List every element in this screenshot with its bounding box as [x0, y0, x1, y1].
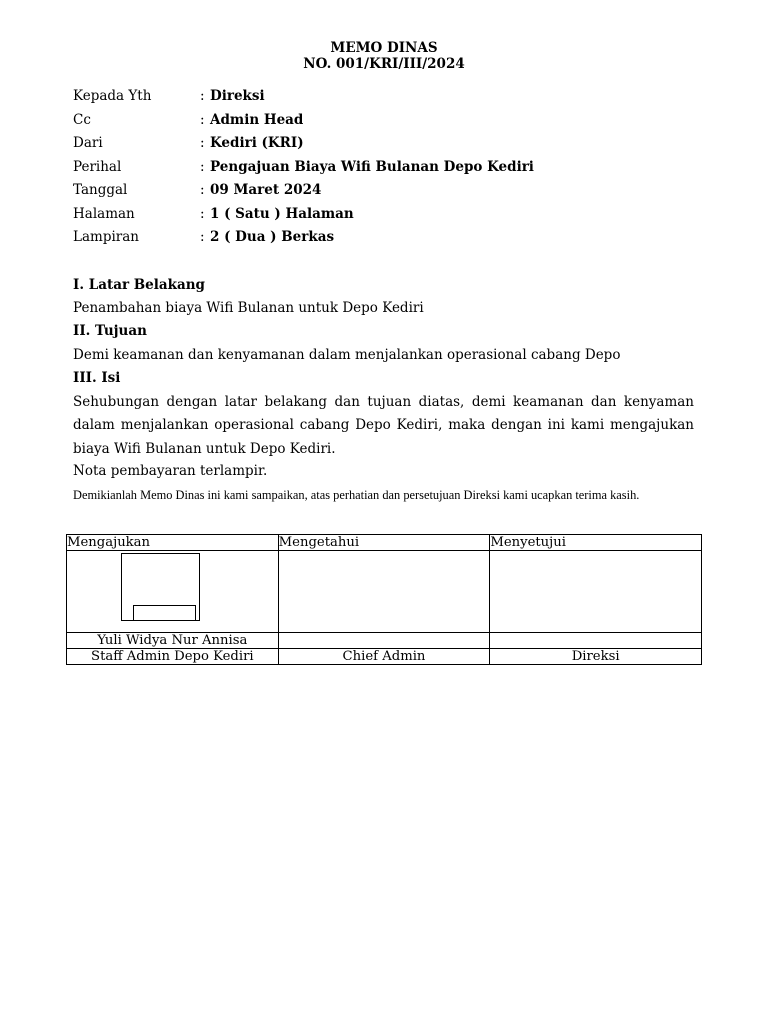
signature-role-row: [67, 649, 702, 665]
info-row-kepada: [73, 86, 713, 106]
signature-cell-mengetahui: [278, 551, 490, 633]
signature-cell-menyetujui: [490, 551, 702, 633]
info-colon: :: [200, 111, 205, 128]
info-value: Direksi: [210, 88, 265, 104]
info-row-cc: [73, 110, 713, 130]
memo-title: MEMO DINAS: [330, 40, 438, 56]
section-text-tujuan: Demi keamanan dan kenyamanan dalam menjalankan operasional cabang Depo: [73, 346, 621, 363]
section-text-isi: Sehubungan dengan latar belakang dan tujuan diatas, demi keamanan dan kenyaman dalam menjalankan operasional cabang Depo Kediri, maka dengan ini kami mengajukan biaya Wifi Bulanan untuk Depo Kediri.: [73, 394, 694, 457]
signature-image-placeholder: [121, 553, 200, 621]
info-colon: :: [200, 229, 205, 245]
info-row-tanggal: [73, 180, 713, 200]
signer-name: [278, 633, 490, 649]
section-heading-tujuan: II. Tujuan: [73, 323, 147, 339]
info-row-dari: [73, 133, 713, 153]
section-text-latar: Penambahan biaya Wifi Bulanan untuk Depo Kediri: [73, 300, 424, 316]
info-colon: :: [200, 158, 205, 175]
info-row-perihal: [73, 157, 713, 177]
info-colon: :: [200, 182, 205, 198]
signature-cell-mengajukan: [67, 551, 279, 633]
info-value: 09 Maret 2024: [210, 182, 322, 198]
signer-name: Yuli Widya Nur Annisa: [67, 633, 279, 649]
info-colon: :: [200, 135, 205, 151]
closing-text: Demikianlah Memo Dinas ini kami sampaikan, atas perhatian dan persetujuan Direksi kami ucapkan terima kasih.: [73, 488, 640, 502]
signature-stamp-placeholder: [133, 605, 196, 621]
info-value: 1 ( Satu ) Halaman: [210, 205, 354, 222]
header-mengetahui: Mengetahui: [278, 535, 490, 551]
info-value: Pengajuan Biaya Wifi Bulanan Depo Kediri: [210, 158, 534, 175]
info-row-lampiran: [73, 227, 713, 247]
nota-text: Nota pembayaran terlampir.: [73, 463, 268, 479]
section-heading-isi: III. Isi: [73, 370, 121, 386]
info-row-halaman: [73, 204, 713, 224]
signer-name: [490, 633, 702, 649]
info-label: Lampiran: [73, 229, 139, 245]
info-colon: :: [200, 88, 205, 104]
signature-name-row: [67, 633, 702, 649]
info-value: 2 ( Dua ) Berkas: [210, 229, 335, 245]
signer-role: Staff Admin Depo Kediri: [67, 649, 279, 665]
info-label: Cc: [73, 111, 91, 128]
signer-role: Direksi: [490, 649, 702, 665]
info-label: Dari: [73, 135, 103, 151]
signature-table: [66, 534, 702, 665]
info-label: Tanggal: [73, 182, 128, 198]
info-value: Kediri (KRI): [210, 135, 304, 151]
signature-space-row: [67, 551, 702, 633]
info-value: Admin Head: [210, 111, 304, 128]
header-mengajukan: Mengajukan: [67, 535, 279, 551]
info-colon: :: [200, 205, 205, 222]
info-label: Kepada Yth: [73, 88, 152, 104]
signer-role: Chief Admin: [278, 649, 490, 665]
info-label: Perihal: [73, 158, 122, 175]
info-label: Halaman: [73, 205, 135, 222]
section-heading-latar: I. Latar Belakang: [73, 277, 205, 293]
header-menyetujui: Menyetujui: [490, 535, 702, 551]
memo-number: NO. 001/KRI/III/2024: [303, 55, 465, 72]
signature-header-row: [67, 535, 702, 551]
memo-header: [0, 41, 768, 72]
